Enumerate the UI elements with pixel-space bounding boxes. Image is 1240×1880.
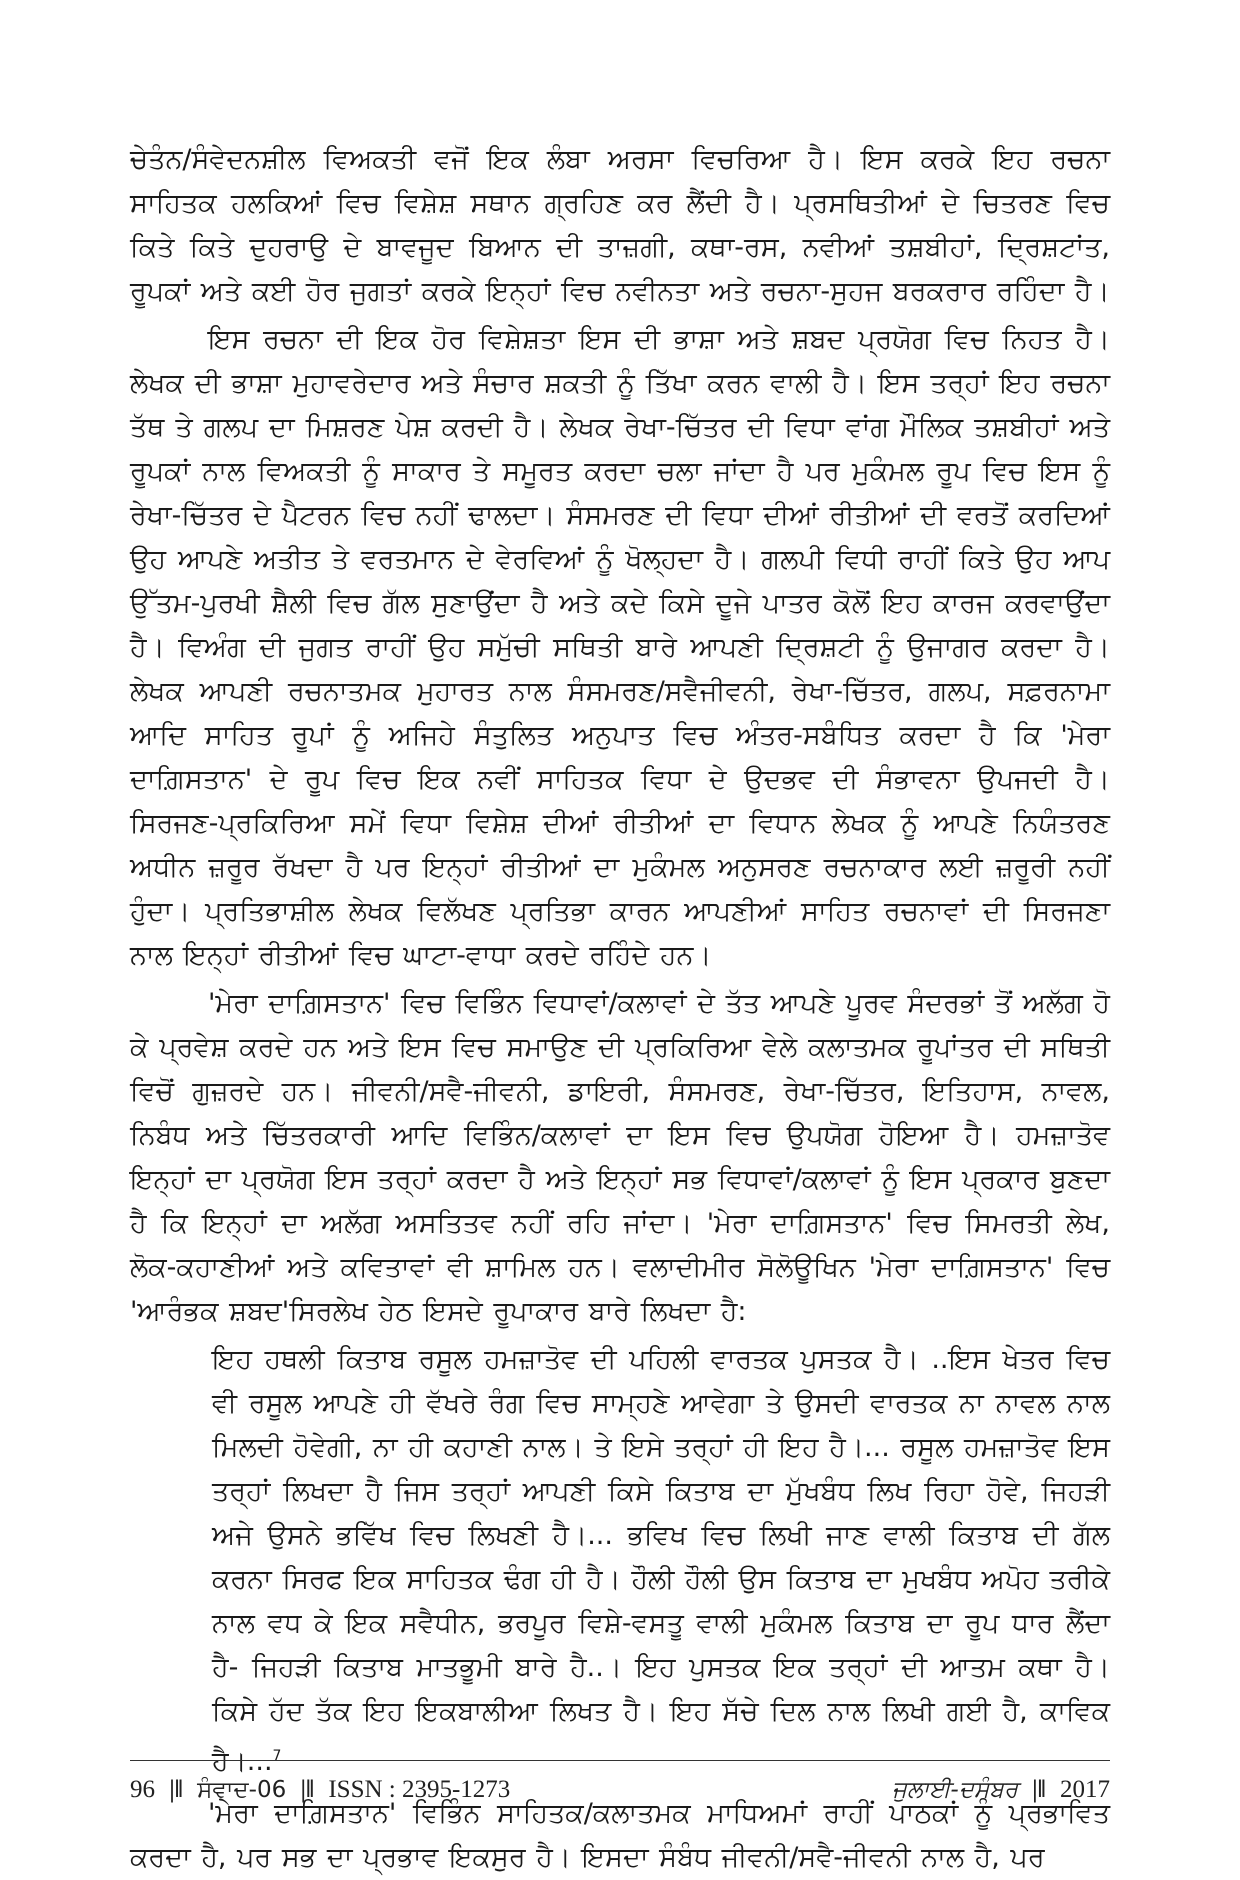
issue-period: ਜੁਲਾਈ-ਦਸੰਬਰ	[891, 1777, 1018, 1803]
page-footer	[130, 1770, 1110, 1810]
journal-name: ਸੰਵਾਦ-06	[197, 1777, 287, 1803]
block-quote-text: ਇਹ ਹਥਲੀ ਕਿਤਾਬ ਰਸੂਲ ਹਮਜ਼ਾਤੋਵ ਦੀ ਪਹਿਲੀ ਵਾਰਤਕ ਪੁਸਤਕ ਹੈ। ..ਇਸ ਖੇਤਰ ਵਿਚ ਵੀ ਰਸੂਲ ਆਪਣੇ ਹੀ ਵੱਖਰੇ ਰੰਗ ਵਿਚ ਸਾਮ੍ਹਣੇ ਆਵੇਗਾ ਤੇ ਉਸਦੀ ਵਾਰਤਕ ਨਾ ਨਾਵਲ ਨਾਲ ਮਿਲਦੀ ਹੋਵੇਗੀ, ਨਾ ਹੀ ਕਹਾਣੀ ਨਾਲ। ਤੇ ਇਸੇ ਤਰ੍ਹਾਂ ਹੀ ਇਹ ਹੈ।... ਰਸੂਲ ਹਮਜ਼ਾਤੋਵ ਇਸ ਤਰ੍ਹਾਂ ਲਿਖਦਾ ਹੈ ਜਿਸ ਤਰ੍ਹਾਂ ਆਪਣੀ ਕਿਸੇ ਕਿਤਾਬ ਦਾ ਮੁੱਖਬੰਧ ਲਿਖ ਰਿਹਾ ਹੋਵੇ, ਜਿਹੜੀ ਅਜੇ ਉਸਨੇ ਭਵਿੱਖ ਵਿਚ ਲਿਖਣੀ ਹੈ।... ਭਵਿਖ ਵਿਚ ਲਿਖੀ ਜਾਣ ਵਾਲੀ ਕਿਤਾਬ ਦੀ ਗੱਲ ਕਰਨਾ ਸਿਰਫ ਇਕ ਸਾਹਿਤਕ ਢੰਗ ਹੀ ਹੈ। ਹੌਲੀ ਹੌਲੀ ਉਸ ਕਿਤਾਬ ਦਾ ਮੁਖਬੰਧ ਅਪੋਹ ਤਰੀਕੇ ਨਾਲ ਵਧ ਕੇ ਇਕ ਸਵੈਧੀਨ, ਭਰਪੂਰ ਵਿਸ਼ੇ-ਵਸਤੂ ਵਾਲੀ ਮੁਕੰਮਲ ਕਿਤਾਬ ਦਾ ਰੂਪ ਧਾਰ ਲੈਂਦਾ ਹੈ- ਜਿਹੜੀ ਕਿਤਾਬ ਮਾਤਭੂਮੀ ਬਾਰੇ ਹੈ..। ਇਹ ਪੁਸਤਕ ਇਕ ਤਰ੍ਹਾਂ ਦੀ ਆਤਮ ਕਥਾ ਹੈ। ਕਿਸੇ ਹੱਦ ਤੱਕ ਇਹ ਇਕਬਾਲੀਆ ਲਿਖਤ ਹੈ। ਇਹ ਸੱਚੇ ਦਿਲ ਨਾਲ ਲਿਖੀ ਗਈ ਹੈ, ਕਾਵਿਕ ਹੈ।...	[212, 1344, 1110, 1777]
paragraph: 'ਮੇਰਾ ਦਾਗ਼ਿਸਤਾਨ' ਵਿਚ ਵਿਭਿੰਨ ਵਿਧਾਵਾਂ/ਕਲਾਵਾਂ ਦੇ ਤੱਤ ਆਪਣੇ ਪੂਰਵ ਸੰਦਰਭਾਂ ਤੋਂ ਅਲੱਗ ਹੋ ਕੇ ਪ੍ਰਵੇਸ਼ ਕਰਦੇ ਹਨ ਅਤੇ ਇਸ ਵਿਚ ਸਮਾਉਣ ਦੀ ਪ੍ਰਕਿਰਿਆ ਵੇਲੇ ਕਲਾਤਮਕ ਰੂਪਾਂਤਰ ਦੀ ਸਥਿਤੀ ਵਿਚੋਂ ਗੁਜ਼ਰਦੇ ਹਨ। ਜੀਵਨੀ/ਸਵੈ-ਜੀਵਨੀ, ਡਾਇਰੀ, ਸੰਸਮਰਣ, ਰੇਖਾ-ਚਿੱਤਰ, ਇਤਿਹਾਸ, ਨਾਵਲ, ਨਿਬੰਧ ਅਤੇ ਚਿੱਤਰਕਾਰੀ ਆਦਿ ਵਿਭਿੰਨ/ਕਲਾਵਾਂ ਦਾ ਇਸ ਵਿਚ ਉਪਯੋਗ ਹੋਇਆ ਹੈ। ਹਮਜ਼ਾਤੋਵ ਇਨ੍ਹਾਂ ਦਾ ਪ੍ਰਯੋਗ ਇਸ ਤਰ੍ਹਾਂ ਕਰਦਾ ਹੈ ਅਤੇ ਇਨ੍ਹਾਂ ਸਭ ਵਿਧਾਵਾਂ/ਕਲਾਵਾਂ ਨੂੰ ਇਸ ਪ੍ਰਕਾਰ ਬੁਣਦਾ ਹੈ ਕਿ ਇਨ੍ਹਾਂ ਦਾ ਅਲੱਗ ਅਸਤਿਤਵ ਨਹੀਂ ਰਹਿ ਜਾਂਦਾ। 'ਮੇਰਾ ਦਾਗ਼ਿਸਤਾਨ' ਵਿਚ ਸਿਮਰਤੀ ਲੇਖ, ਲੋਕ-ਕਹਾਣੀਆਂ ਅਤੇ ਕਵਿਤਾਵਾਂ ਵੀ ਸ਼ਾਮਿਲ ਹਨ। ਵਲਾਦੀਮੀਰ ਸੋਲੋਊਖਿਨ 'ਮੇਰਾ ਦਾਗ਼ਿਸਤਾਨ' ਵਿਚ 'ਆਰੰਭਕ ਸ਼ਬਦ'ਸਿਰਲੇਖ ਹੇਠ ਇਸਦੇ ਰੂਪਾਕਾਰ ਬਾਰੇ ਲਿਖਦਾ ਹੈ:	[130, 988, 1110, 1327]
footer-separator: |‖	[1032, 1776, 1046, 1803]
paragraph: ਇਸ ਰਚਨਾ ਦੀ ਇਕ ਹੋਰ ਵਿਸ਼ੇਸ਼ਤਾ ਇਸ ਦੀ ਭਾਸ਼ਾ ਅਤੇ ਸ਼ਬਦ ਪ੍ਰਯੋਗ ਵਿਚ ਨਿਹਤ ਹੈ। ਲੇਖਕ ਦੀ ਭਾਸ਼ਾ ਮੁਹਾਵਰੇਦਾਰ ਅਤੇ ਸੰਚਾਰ ਸ਼ਕਤੀ ਨੂੰ ਤਿੱਖਾ ਕਰਨ ਵਾਲੀ ਹੈ। ਇਸ ਤਰ੍ਹਾਂ ਇਹ ਰਚਨਾ ਤੱਥ ਤੇ ਗਲਪ ਦਾ ਮਿਸ਼ਰਣ ਪੇਸ਼ ਕਰਦੀ ਹੈ। ਲੇਖਕ ਰੇਖਾ-ਚਿੱਤਰ ਦੀ ਵਿਧਾ ਵਾਂਗ ਮੌਲਿਕ ਤਸ਼ਬੀਹਾਂ ਅਤੇ ਰੂਪਕਾਂ ਨਾਲ ਵਿਅਕਤੀ ਨੂੰ ਸਾਕਾਰ ਤੇ ਸਮੂਰਤ ਕਰਦਾ ਚਲਾ ਜਾਂਦਾ ਹੈ ਪਰ ਮੁਕੰਮਲ ਰੂਪ ਵਿਚ ਇਸ ਨੂੰ ਰੇਖਾ-ਚਿੱਤਰ ਦੇ ਪੈਟਰਨ ਵਿਚ ਨਹੀਂ ਢਾਲਦਾ। ਸੰਸਮਰਣ ਦੀ ਵਿਧਾ ਦੀਆਂ ਰੀਤੀਆਂ ਦੀ ਵਰਤੋਂ ਕਰਦਿਆਂ ਉਹ ਆਪਣੇ ਅਤੀਤ ਤੇ ਵਰਤਮਾਨ ਦੇ ਵੇਰਵਿਆਂ ਨੂੰ ਖੋਲ੍ਹਦਾ ਹੈ। ਗਲਪੀ ਵਿਧੀ ਰਾਹੀਂ ਕਿਤੇ ਉਹ ਆਪ ਉੱਤਮ-ਪੁਰਖੀ ਸ਼ੈਲੀ ਵਿਚ ਗੱਲ ਸੁਣਾਉਂਦਾ ਹੈ ਅਤੇ ਕਦੇ ਕਿਸੇ ਦੂਜੇ ਪਾਤਰ ਕੋਲੋਂ ਇਹ ਕਾਰਜ ਕਰਵਾਉਂਦਾ ਹੈ। ਵਿਅੰਗ ਦੀ ਜੁਗਤ ਰਾਹੀਂ ਉਹ ਸਮੁੱਚੀ ਸਥਿਤੀ ਬਾਰੇ ਆਪਣੀ ਦ੍ਰਿਸ਼ਟੀ ਨੂੰ ਉਜਾਗਰ ਕਰਦਾ ਹੈ। ਲੇਖਕ ਆਪਣੀ ਰਚਨਾਤਮਕ ਮੁਹਾਰਤ ਨਾਲ ਸੰਸਮਰਣ/ਸਵੈਜੀਵਨੀ, ਰੇਖਾ-ਚਿੱਤਰ, ਗਲਪ, ਸਫ਼ਰਨਾਮਾ ਆਦਿ ਸਾਹਿਤ ਰੂਪਾਂ ਨੂੰ ਅਜਿਹੇ ਸੰਤੁਲਿਤ ਅਨੁਪਾਤ ਵਿਚ ਅੰਤਰ-ਸਬੰਧਿਤ ਕਰਦਾ ਹੈ ਕਿ 'ਮੇਰਾ ਦਾਗ਼ਿਸਤਾਨ' ਦੇ ਰੂਪ ਵਿਚ ਇਕ ਨਵੀਂ ਸਾਹਿਤਕ ਵਿਧਾ ਦੇ ਉਦਭਵ ਦੀ ਸੰਭਾਵਨਾ ਉਪਜਦੀ ਹੈ। ਸਿਰਜਣ-ਪ੍ਰਕਿਰਿਆ ਸਮੇਂ ਵਿਧਾ ਵਿਸ਼ੇਸ਼ ਦੀਆਂ ਰੀਤੀਆਂ ਦਾ ਵਿਧਾਨ ਲੇਖਕ ਨੂੰ ਆਪਣੇ ਨਿਯੰਤਰਣ ਅਧੀਨ ਜ਼ਰੂਰ ਰੱਖਦਾ ਹੈ ਪਰ ਇਨ੍ਹਾਂ ਰੀਤੀਆਂ ਦਾ ਮੁਕੰਮਲ ਅਨੁਸਰਣ ਰਚਨਾਕਾਰ ਲਈ ਜ਼ਰੂਰੀ ਨਹੀਂ ਹੁੰਦਾ। ਪ੍ਰਤਿਭਾਸ਼ੀਲ ਲੇਖਕ ਵਿਲੱਖਣ ਪ੍ਰਤਿਭਾ ਕਾਰਨ ਆਪਣੀਆਂ ਸਾਹਿਤ ਰਚਨਾਵਾਂ ਦੀ ਸਿਰਜਣਾ ਨਾਲ ਇਨ੍ਹਾਂ ਰੀਤੀਆਂ ਵਿਚ ਘਾਟਾ-ਵਾਧਾ ਕਰਦੇ ਰਹਿੰਦੇ ਹਨ।	[130, 324, 1110, 971]
footer-divider	[130, 1760, 1110, 1761]
footnote-marker: 7	[272, 1748, 282, 1764]
footer-left	[130, 1770, 510, 1810]
footer-separator: |‖	[169, 1776, 183, 1803]
issue-year: 2017	[1060, 1776, 1110, 1803]
paragraph: 'ਮੇਰਾ ਦਾਗ਼ਿਸਤਾਨ' ਵਿਭਿੰਨ ਸਾਹਿਤਕ/ਕਲਾਤਮਕ ਮਾਧਿਅਮਾਂ ਰਾਹੀਂ ਪਾਠਕਾਂ ਨੂੰ ਪ੍ਰਭਾਵਿਤ ਕਰਦਾ ਹੈ, ਪਰ ਸਭ ਦਾ ਪ੍ਰਭਾਵ ਇਕਸੁਰ ਹੈ। ਇਸਦਾ ਸੰਬੰਧ ਜੀਵਨੀ/ਸਵੈ-ਜੀਵਨੀ ਨਾਲ ਹੈ, ਪਰ	[130, 1798, 1110, 1873]
block-quote	[130, 1338, 1110, 1784]
page-number: 96	[130, 1776, 155, 1803]
footer-right	[892, 1770, 1110, 1810]
issn: ISSN : 2395-1273	[328, 1776, 511, 1803]
paragraph: ਚੇਤੰਨ/ਸੰਵੇਦਨਸ਼ੀਲ ਵਿਅਕਤੀ ਵਜੋਂ ਇਕ ਲੰਬਾ ਅਰਸਾ ਵਿਚਰਿਆ ਹੈ। ਇਸ ਕਰਕੇ ਇਹ ਰਚਨਾ ਸਾਹਿਤਕ ਹਲਕਿਆਂ ਵਿਚ ਵਿਸ਼ੇਸ਼ ਸਥਾਨ ਗ੍ਰਹਿਣ ਕਰ ਲੈਂਦੀ ਹੈ। ਪ੍ਰਸਥਿਤੀਆਂ ਦੇ ਚਿਤਰਣ ਵਿਚ ਕਿਤੇ ਕਿਤੇ ਦੁਹਰਾਉ ਦੇ ਬਾਵਜੂਦ ਬਿਆਨ ਦੀ ਤਾਜ਼ਗੀ, ਕਥਾ-ਰਸ, ਨਵੀਆਂ ਤਸ਼ਬੀਹਾਂ, ਦ੍ਰਿਸ਼ਟਾਂਤ, ਰੂਪਕਾਂ ਅਤੇ ਕਈ ਹੋਰ ਜੁਗਤਾਂ ਕਰਕੇ ਇਨ੍ਹਾਂ ਵਿਚ ਨਵੀਨਤਾ ਅਤੇ ਰਚਨਾ-ਸੁਹਜ ਬਰਕਰਾਰ ਰਹਿੰਦਾ ਹੈ।	[130, 144, 1110, 307]
footer-separator: |‖	[300, 1776, 315, 1803]
